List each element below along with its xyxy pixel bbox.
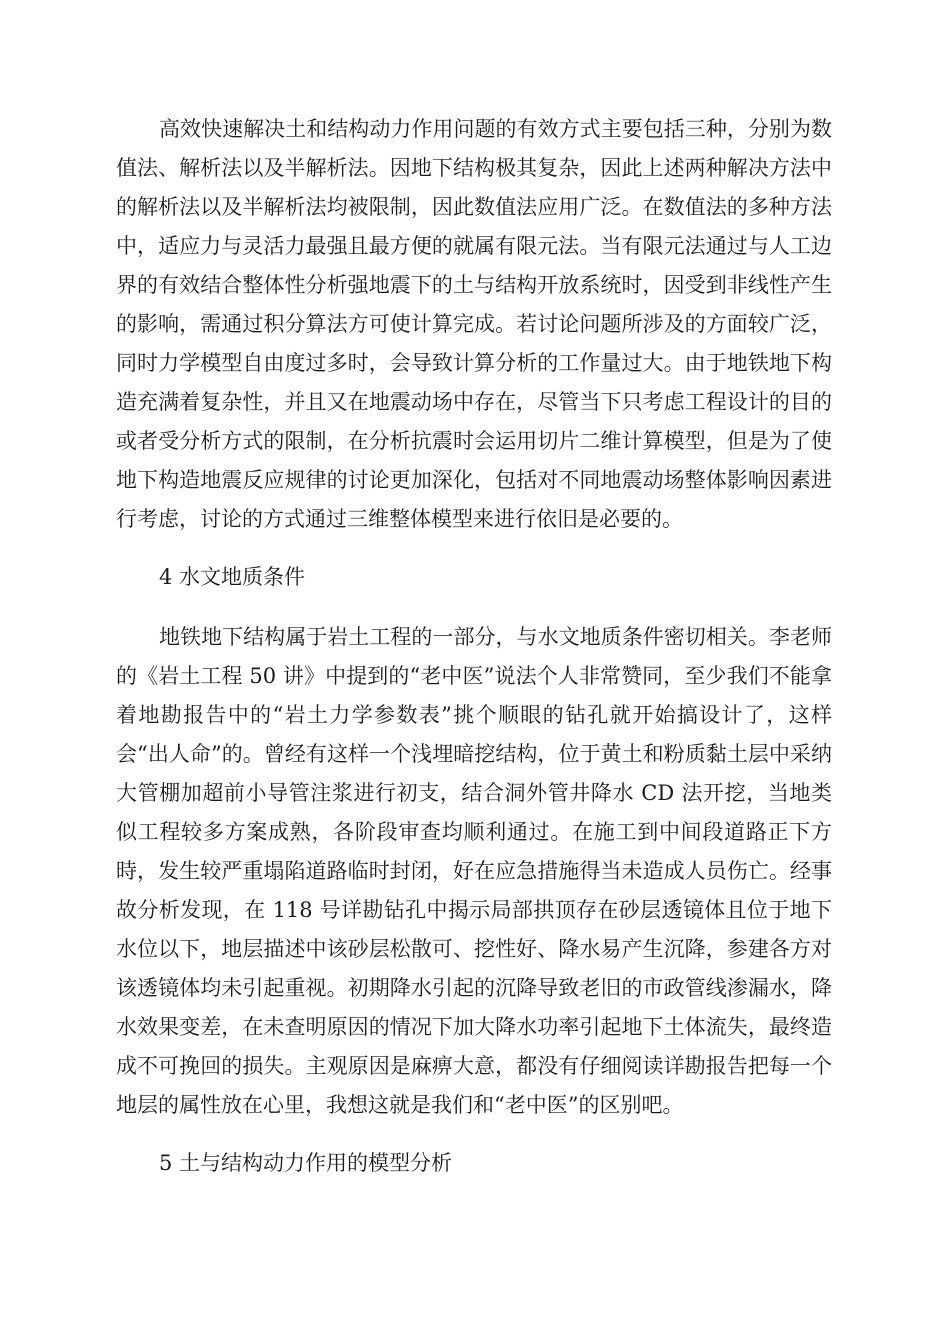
document-body xyxy=(116,110,832,1183)
paragraph-hydrogeology: 地铁地下结构属于岩土工程的一部分，与水文地质条件密切相关。李老师的《岩土工程 50 讲》中提到的“老中医”说法个人非常赞同，至少我们不能拿着地勘报告中的“岩土力学参数表”挑个顺眼的钻孔就开始搞设计了，这样会“出人命”的。曾经有这样一个浅埋暗挖结构，位于黄土和粉质黏土层中采纳大管棚加超前小导管注浆进行初支，结合洞外管井降水 CD 法开挖，当地类似工程较多方案成熟，各阶段审查均顺利通过。在施工到中间段道路正下方時，发生较严重塌陷道路临时封闭，好在应急措施得当未造成人员伤亡。经事故分析发现，在 118 号详勘钻孔中揭示局部拱顶存在砂层透镜体且位于地下水位以下，地层描述中该砂层松散可、挖性好、降水易产生沉降，参建各方对该透镜体均未引起重视。初期降水引起的沉降导致老旧的市政管线渗漏水，降水效果变差，在未查明原因的情况下加大降水功率引起地下土体流失，最终造成不可挽回的损失。主观原因是麻痹大意，都没有仔细阅读详勘报告把每一个地层的属性放在心里，我想这就是我们和“老中医”的区别吧。 xyxy=(116,625,832,1117)
section-heading-hydrogeology: 4 水文地质条件 xyxy=(159,565,306,589)
paragraph-numerical-methods: 高效快速解决土和结构动力作用问题的有效方式主要包括三种，分别为数值法、解析法以及半解析法。因地下结构极其复杂，因此上述两种解决方法中的解析法以及半解析法均被限制，因此数值法应用广泛。在数值法的多种方法中，适应力与灵活力最强且最方便的就属有限元法。当有限元法通过与人工边界的有效结合整体性分析强地震下的土与结构开放系统时，因受到非线性产生的影响，需通过积分算法方可使计算完成。若讨论问题所涉及的方面较广泛，同时力学模型自由度过多时，会导致计算分析的工作量过大。由于地铁地下构造充满着复杂性，并且又在地震动场中存在，尽管当下只考虑工程设计的目的或者受分析方式的限制，在分析抗震时会运用切片二维计算模型，但是为了使地下构造地震反应规律的讨论更加深化，包括对不同地震动场整体影响因素进行考虑，讨论的方式通过三维整体模型来进行依旧是必要的。 xyxy=(116,117,832,531)
section-heading-model-analysis: 5 土与结构动力作用的模型分析 xyxy=(159,1151,453,1175)
